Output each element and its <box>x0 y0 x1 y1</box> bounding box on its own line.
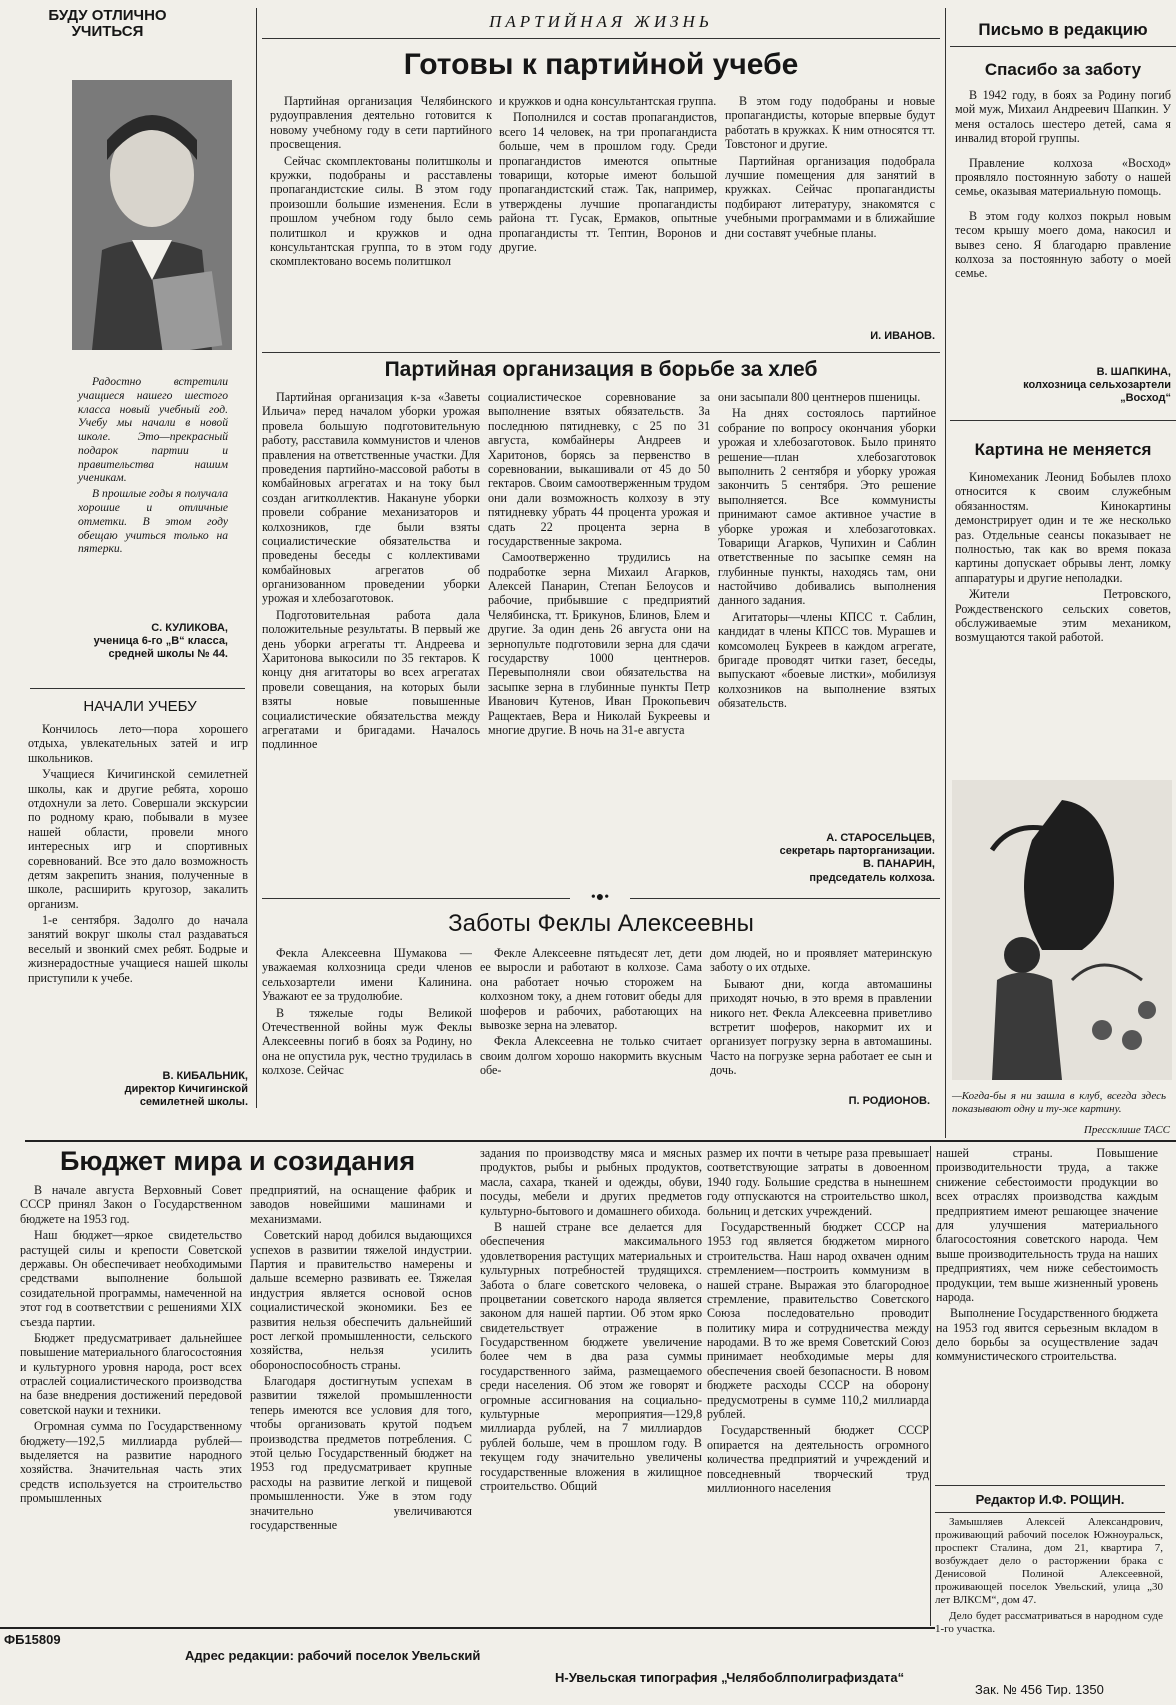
budget-col5 <box>936 1146 1158 1481</box>
art1-col1 <box>270 94 492 344</box>
letter1-p2: Правление колхоза «Восход» проявляло постоянную заботу о нашей семье, оказывая материальную помощь. <box>955 155 1171 199</box>
letter2-p1: Киномеханик Леонид Бобылев плохо относится к своим служебным обязанностям. Кинокартины демонстрирует один и те же несколько раз. Отдельные сеансы показывает не полностью, так как во время показа картины допускает обрывы лент, ломку аппаратуры и другие неполадки. <box>955 470 1171 585</box>
art1-title: Готовы к партийной учебе <box>403 48 799 81</box>
letter1-rule <box>950 420 1176 421</box>
cartoon-image <box>952 780 1172 1080</box>
school-sig-school: семилетней школы. <box>139 1096 248 1109</box>
school-heading: НАЧАЛИ УЧЕБУ <box>83 698 197 715</box>
art3-c3-p2: Бывают дни, когда автомашины приходят ночью, в это время в правлении никого нет. Фекла Алексеевна приветливо встретит шоферов, накормит их и организует погрузку зерна в автомашины. Часто на погрузке зерна работает ее сын и дочь. <box>710 976 932 1078</box>
art3-signature: П. РОДИОНОВ. <box>848 1095 930 1107</box>
student-caption-p2: В прошлые годы я получала хорошие и отличные отметки. В этом году обещаю учиться только на пятерки. <box>78 487 228 556</box>
student-signature <box>60 622 228 662</box>
art1-col3 <box>725 94 935 324</box>
footer-rule <box>0 1627 935 1629</box>
budget-c3-p2: В нашей стране все делается для обеспечения максимального удовлетворения растущих материальных и культурных потребностей трудящихся. Забота о благе советского человека, о процветании советского народа является законом для нашей партии. Об этом ярко свидетельствует отражение в Государственном бюджете увеличение более чем в два раза суммы государственного займа, размещаемого среди населения. Об этом же говорят и огромные ассигнования на социально-культурные мероприятия—129,8 миллиарда рублей, на 7 миллиардов рублей больше, чем в прошлом году. В текущем году значительно увеличены государственные вложения в жилищное строительство. Общий <box>480 1219 702 1493</box>
editor-line: Редактор И.Ф. РОЩИН. <box>975 1492 1125 1507</box>
budget-c4-p1: размер их почти в четыре раза превышает соответствующие затраты в довоенном 1940 году. Большие средства в нынешнем году отпускаются на строительство школ, больниц и детских учреждений. <box>707 1146 929 1218</box>
art1-c2-p2: Пополнился и состав пропагандистов, всего 14 человек, на три пропагандиста больше, чем в прошлом году. Среди пропагандистов имеются опытные товарищи, которые имеют большой пропагандистский стаж. Так, например, утверждены лучшие пропагандисты района тт. Гусак, Ермаков, опытные пропагандисты тт. Тептин, Воронов и другие. <box>499 110 717 254</box>
budget-c3-p1: задания по производству мяса и мясных продуктов, рыбы и рыбных продуктов, масла, сахара, тканей и одежды, обуви, посуды, мебели и других предметов культурно-бытового и домашнего обихода. <box>480 1146 702 1218</box>
editor-top-rule <box>935 1485 1165 1486</box>
budget-c5-p2: Выполнение Государственного бюджета на 1953 год явится серьезным вкладом в дело борьбы за осуществление задач коммунистического строительства. <box>936 1306 1158 1364</box>
budget-c2-p3: Благодаря достигнутым успехам в развитии тяжелой промышленности теперь имеются все условия для того, чтобы организовать крутой подъем производства предметов потребления. С этой целью Государственный бюджет на 1953 год предусматривает крупные расходы на развитие легкой и пищевой промышленности. Уже в этом году значительно увеличиваются государственные <box>250 1374 472 1532</box>
art2-col2 <box>488 390 710 890</box>
letter1-text <box>955 88 1171 353</box>
left-vertical-rule <box>256 8 257 1108</box>
cartoon-drawing-icon <box>952 780 1172 1080</box>
letter1-sig-farm: „Восход“ <box>1120 392 1171 405</box>
art2-c2-p2: Самоотверженно трудились на подработке зерна Михаил Агарков, Алексей Панарин, Степан Белоусов и рабочие, прибывшие с предприятий Челябинска, тт. Брикунов, Блинов, Блем и другие. За один день 26 августа они на зернопульте подготовили зерна для сдачи государству 1000 центнеров. Перевыполняли свои обязательства на засыпке зерна в глубинные пункты Петр Иванович Кутенов, Иван Прокопьевич Ращектаев, Вера и Николай Букреевы и многие другие. В ночь на 31-е августа <box>488 550 710 737</box>
rubric: ПАРТИЙНАЯ ЖИЗНЬ <box>489 12 713 31</box>
art2-col1 <box>262 390 480 890</box>
student-portrait-icon <box>72 80 232 350</box>
bottom-right-rule <box>930 1146 931 1626</box>
art2-c3-p2: На днях состоялось партийное собрание по вопросу окончания уборки урожая и хлебозаготовок. Было принято решение—план хлебозаготовок выполнить 2 сентября и уборку урожая закончить 5 сентября. Это решение выполняется. Все коммунисты принимают самое активное участие в уборке урожая и хлебозаготовках. Товарищи Агарков, Чупихин и Саблин ответственные по засыпке семян на глубинные пункты, находясь там, они настойчиво добивались выполнения данного задания. <box>718 406 936 608</box>
letter1-p3: В этом году колхоз покрыл новым тесом крышу моего дома, накосил и вывез сено. Я благодарю правление колхоза за постоянную заботу о моей семье. <box>955 208 1171 281</box>
art2-col3 <box>718 390 936 820</box>
school-text-p2: Учащиеся Кичигинской семилетней школы, как и другие ребята, хорошо отдохнули за лето. Совершали экскурсии по родному краю, побывали в музее нашей области, провели много интересных игр и спортивных соревнований. Все это дало возможность детям закрепить знания, полученные в школе, расширить кругозор, закалить организм. <box>28 767 248 911</box>
divorce-notice-p1: Замышляев Алексей Александрович, проживающий рабочий поселок Южноуральск, проспект Сталина, дом 21, квартира 7, возбуждает дело о расторжении брака с Денисовой Полиной Алексеевной, проживающей поселок Увельский, улица „30 лет ВЛКСМ“, дом 47. <box>935 1516 1163 1607</box>
art3-col3 <box>710 946 932 1106</box>
cartoon-caption: —Когда-бы я ни зашла в клуб, всегда здесь показывают одну и ту-же картину. <box>952 1090 1166 1116</box>
budget-c1-p4: Огромная сумма по Государственному бюджету—192,5 миллиарда рублей—выделяется на развитие народного хозяйства. Значительная часть этих средств используется на строительство промышленных <box>20 1419 242 1506</box>
art3-col1 <box>262 946 472 1116</box>
art3-title: Заботы Феклы Алексеевны <box>448 910 754 937</box>
center-right-rule <box>945 8 946 1138</box>
left-heading-line2: УЧИТЬСЯ <box>71 23 144 40</box>
letter1-signature <box>955 366 1171 406</box>
school-signature <box>40 1070 248 1110</box>
budget-c1-p1: В начале августа Верховный Совет СССР принял Закон о Государственном бюджете на 1953 год. <box>20 1183 242 1226</box>
letter1-sig-title: колхозница сельхозартели <box>1023 379 1171 392</box>
letter1-sig-name: В. ШАПКИНА, <box>1096 366 1171 378</box>
art2-c3-p1: они засыпали 800 центнеров пшеницы. <box>718 390 921 404</box>
budget-c4-p2: Государственный бюджет СССР на 1953 год является бюджетом мирного строительства. Наш народ охвачен одним стремлением—построить коммунизм в нашей стране. Выражая это благородное стремление, правительство Советского Союза последовательно проводит политику мира и сотрудничества между народами. В то же время Советский Союз принимает необходимые меры для обеспечения своей безопасности. В новом бюджете расходы СССР на оборону предусмотрены в сумме 110,2 миллиарда рублей. <box>707 1219 929 1422</box>
student-sig-school: средней школы № 44. <box>108 648 228 661</box>
school-text-p1: Кончилось лето—пора хорошего отдыха, увлекательных затей и игр школьников. <box>28 722 248 765</box>
art3-c2-p1: Фекле Алексеевне пятьдесят лет, дети ее выросли и работают в колхозе. Сама она работает ночью сторожем на колхозном току, а днем готовит обеды для шоферов и рабочих, работающих на вывозке зерна на элеватор. <box>480 946 702 1032</box>
left-heading-line1: БУДУ ОТЛИЧНО <box>48 7 167 24</box>
budget-c4-p3: Государственный бюджет СССР опирается на деятельность огромного количества предприятий и учреждений и повседневный творческий труд миллионного населения <box>707 1423 929 1495</box>
school-text-p3: 1-е сентября. Задолго до начала занятий вокруг школы стал раздаваться веселый и звонкий смех ребят. Бодрые и жизнерадостные учащиеся нашей школы приступили к учебе. <box>28 913 248 985</box>
cartoon-credit: Прессклише ТАСС <box>1083 1124 1170 1136</box>
art1-c3-p1: В этом году подобраны и новые пропагандисты, которые впервые будут работать в кружках. К ним относятся тт. Товстоног и другие. <box>725 94 935 152</box>
art2-sig-name2: В. ПАНАРИН, <box>862 858 935 871</box>
art2-c2-p1: социалистическое соревнование за выполнение взятых обязательств. За последнюю пятидневку, с 25 по 31 августа, комбайнеры Андреев и Харитонов, борясь за первенство в соревновании, выкашивали от 45 до 50 гектаров. Своим самоотверженным трудом они дали возможность колхозу в эту пятидневку убрать 44 процента урожая и сдать 22 процента зерна в государственные закрома. <box>488 390 710 548</box>
budget-title: Бюджет мира и созидания <box>60 1146 416 1176</box>
art1-c1-p2: Сейчас скомплектованы политшколы и кружки, подобраны и расставлены пропагандистские силы. В этом году произошли большие изменения. Если в прошлом учебном году было семь политшкол и кружков и одна консультантская группа, то в этом году скомплектовано восемь политшкол <box>270 153 492 269</box>
letter2-text <box>955 470 1171 745</box>
footer-order: Зак. № 456 Тир. 1350 <box>975 1682 1104 1697</box>
student-photo <box>72 80 232 350</box>
art1-rule <box>262 352 940 353</box>
student-sig-name: С. КУЛИКОВА, <box>151 622 228 634</box>
left-divider <box>30 688 245 689</box>
art2-title: Партийная организация в борьбе за хлеб <box>384 358 818 381</box>
letter2-p2: Жители Петровского, Рождественского сельских советов, обслуживаемые этим механиком, возмущаются такой работой. <box>955 587 1171 645</box>
footer-address: Адрес редакции: рабочий поселок Увельский <box>185 1648 481 1663</box>
art2-c3-p3: Агитаторы—члены КПСС т. Саблин, кандидат в члены КПСС тов. Мурашев и комсомолец Букреев в каждом агрегате, бригаде проводят читки газет, беседы, выпускают «боевые листки», мобилизуя колхозников на выполнение взятых обязательств. <box>718 609 936 711</box>
art2-c1-p2: Подготовительная работа дала положительные результаты. В первый же день уборки агрегаты тт. Андреева и Харитонова выкосили по 35 гектаров. К концу дня агитаторы во всех агрегатах провели совещания, на которых были взяты новые повышенные социалистические обязательства между агрегатами и бригадами. Началось подлинное <box>262 607 480 752</box>
art1-c3-p2: Партийная организация подобрала лучшие помещения для занятий в кружках. Сейчас пропагандисты подбирают литературу, знакомятся с учебными программами и в ближайшие дни составят учебные планы. <box>725 153 935 240</box>
art1-c1-p1: Партийная организация Челябинского рудоуправления деятельно готовится к новому учебному году в сети партийного просвещения. <box>270 94 492 152</box>
letters-heading: Письмо в редакцию <box>978 20 1148 39</box>
budget-c5-p1: нашей страны. Повышение производительности труда, а также снижение себестоимости продукции во всех отраслях производства каждым предприятием имеют решающее значение для улучшения материального благосостояния советского народа. Чем выше производительность труда на наших предприятиях, чем ниже себестоимость продукции, тем выше жизненный уровень народа. <box>936 1146 1158 1304</box>
art2-sig-title1: секретарь парторганизации. <box>779 845 935 858</box>
budget-col4 <box>707 1146 929 1623</box>
divorce-notice-p2: Дело будет рассматриваться в народном суде 1-го участка. <box>935 1609 1163 1635</box>
student-caption-p1: Радостно встретили учащиеся нашего шестого класса новый учебный год. Учебу мы начали в новой школе. Это—прекрасный подарок партии и правительства нашим ученикам. <box>78 375 228 485</box>
budget-top-rule <box>25 1140 1176 1142</box>
budget-c2-p1: предприятий, на оснащение фабрик и заводов новейшими машинами и механизмами. <box>250 1183 472 1226</box>
art1-c2-p1: и кружков и одна консультантская группа. <box>499 94 717 108</box>
art1-signature: И. ИВАНОВ. <box>870 330 935 342</box>
footer-printer: Н-Увельская типография „Челябоблполиграфиздата“ <box>555 1670 905 1685</box>
letters-rule <box>950 46 1176 47</box>
divorce-notice <box>935 1516 1163 1676</box>
letter1-p1: В 1942 году, в боях за Родину погиб мой муж, Михаил Андреевич Шапкин. У меня осталось шестеро детей, сама я инвалид второй группы. <box>955 88 1171 146</box>
ornament-icon: •●• <box>570 890 630 906</box>
school-sig-name: В. КИБАЛЬНИК, <box>162 1070 248 1082</box>
school-sig-title: директор Кичигинской <box>124 1083 248 1096</box>
budget-col1 <box>20 1183 242 1623</box>
student-caption <box>78 375 228 556</box>
art3-c1-p2: В тяжелые годы Великой Отечественной войны муж Феклы Алексеевны погиб в боях за Родину, но она не опустила рук, честно трудилась в колхозе. Сейчас <box>262 1005 472 1078</box>
art2-signature <box>720 832 935 885</box>
budget-col3 <box>480 1146 702 1623</box>
letter2-title: Картина не меняется <box>974 440 1152 459</box>
art2-c1-p1: Партийная организация к-за «Заветы Ильича» перед началом уборки урожая провела большую подготовительную работу, расставила коммунистов и членов правления на ответственные участки. Для проведения партийно-массовой работы в комбайновых агрегатах и на току был создан агитколлектив. Накануне уборки провели собрание механизаторов и колхозников, где были взяты социалистические обязательства и проведены беседы с коллективами комбайновых агрегатов об организованном проведении уборки урожая и хлебозаготовок. <box>262 390 480 606</box>
art3-c3-p1: дом людей, но и проявляет материнскую заботу о их отдыхе. <box>710 946 932 975</box>
budget-c2-p2: Советский народ добился выдающихся успехов в развитии тяжелой индустрии. Партия и правительство намерены и дальше всемерно развивать ее. Тяжелая индустрия является основой основ социалистической экономики. Без ее развития нельзя обеспечить дальнейший рост легкой промышленности, сельского хозяйства, нельзя усилить обороноспособность страны. <box>250 1228 472 1372</box>
art3-col2 <box>480 946 702 1116</box>
left-heading <box>35 8 180 40</box>
school-text <box>28 722 248 985</box>
budget-c1-p3: Бюджет предусматривает дальнейшее повышение материального благосостояния и культурного уровня народа, рост всех отраслей социалистического производства на базе внедрения достижений передовой советской науки и техники. <box>20 1330 242 1417</box>
budget-c1-p2: Наш бюджет—яркое свидетельство растущей силы и крепости Советской державы. Он обеспечивает необходимыми средствами выполнение большой созидательной программы, намеченной на этот год в соответствии с решениями XIX съезда партии. <box>20 1228 242 1329</box>
footer-code: ФБ15809 <box>4 1632 61 1647</box>
student-sig-class: ученица 6-го „В“ класса, <box>93 635 228 648</box>
art3-c1-p1: Фекла Алексеевна Шумакова — уважаемая колхозница среди членов сельхозартели имени Калинина. Уважают ее за трудолюбие. <box>262 946 472 1004</box>
rubric-rule <box>262 38 940 39</box>
art2-sig-name1: А. СТАРОСЕЛЬЦЕВ, <box>826 832 935 844</box>
budget-col2 <box>250 1183 472 1623</box>
letter1-title: Спасибо за заботу <box>984 60 1142 79</box>
editor-bottom-rule <box>935 1512 1165 1513</box>
art1-col2 <box>499 94 717 344</box>
art2-sig-title2: председатель колхоза. <box>809 871 935 884</box>
art3-c2-p2: Фекла Алексеевна не только считает своим долгом хорошо накормить вкусным обе- <box>480 1034 702 1078</box>
